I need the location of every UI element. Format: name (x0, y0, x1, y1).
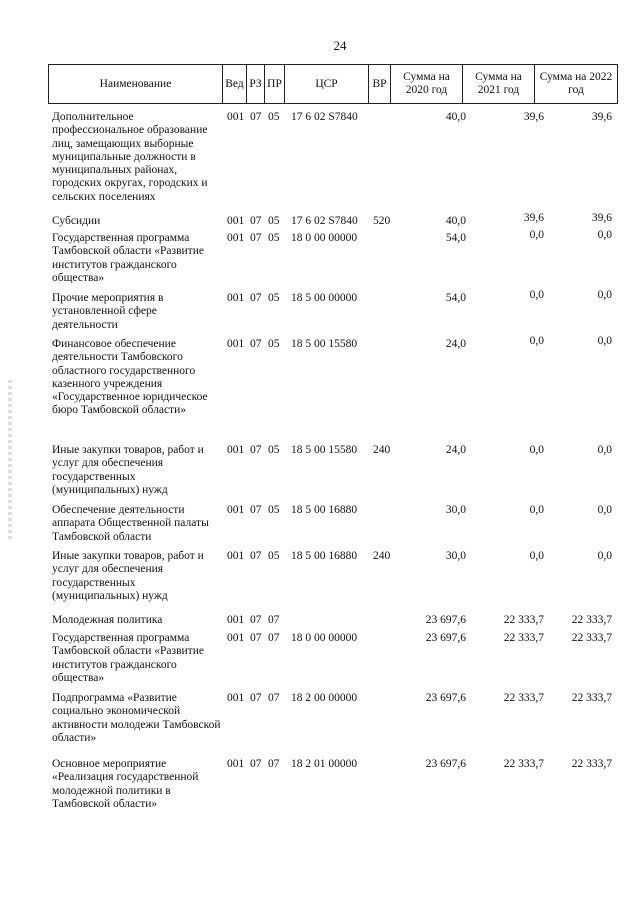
row-name: Государственная программа Тамбовской области «Развитие институтов гражданского общества» (52, 232, 204, 284)
row-sum-2021: 0,0 (529, 444, 544, 456)
row-pr: 05 (268, 215, 280, 227)
row-sum-2020: 23 697,6 (425, 614, 466, 626)
row-name: Подпрограмма «Развитие социально экономической активности молодежи Тамбовской области» (52, 692, 221, 744)
row-sum-2020: 23 697,6 (425, 632, 466, 644)
row-name: Субсидии (52, 215, 101, 227)
row-pr: 07 (268, 758, 280, 770)
header-pr: ПР (265, 65, 285, 103)
row-ved: 001 (227, 550, 245, 562)
row-sum-2020: 24,0 (445, 338, 466, 350)
row-sum-2022: 22 333,7 (571, 632, 612, 644)
row-ved: 001 (227, 692, 245, 704)
row-csr: 17 6 02 S7840 (291, 215, 358, 227)
row-ved: 001 (227, 111, 245, 123)
row-rz: 07 (250, 215, 262, 227)
row-sum-2021: 22 333,7 (503, 614, 544, 626)
row-sum-2021: 39,6 (523, 212, 544, 224)
row-name: Иные закупки товаров, работ и услуг для обеспечения государственных (муниципальных) нужд (52, 550, 204, 602)
row-pr: 07 (268, 632, 280, 644)
row-sum-2021: 0,0 (529, 335, 544, 347)
row-name: Обеспечение деятельности аппарата Общественной палаты Тамбовской области (52, 504, 209, 543)
row-csr: 18 5 00 15580 (291, 444, 358, 456)
row-sum-2021: 0,0 (529, 550, 544, 562)
row-rz: 07 (250, 614, 262, 626)
row-pr: 05 (268, 444, 280, 456)
row-sum-2020: 54,0 (445, 292, 466, 304)
row-sum-2022: 22 333,7 (571, 758, 612, 770)
row-ved: 001 (227, 338, 245, 350)
row-rz: 07 (250, 444, 262, 456)
row-sum-2020: 40,0 (445, 215, 466, 227)
header-rz: РЗ (247, 65, 265, 103)
row-name: Государственная программа Тамбовской области «Развитие институтов гражданского общества» (52, 632, 204, 684)
row-ved: 001 (227, 504, 245, 516)
row-sum-2020: 30,0 (445, 504, 466, 516)
row-sum-2022: 0,0 (597, 289, 612, 301)
row-vr: 520 (373, 215, 391, 227)
row-rz: 07 (250, 692, 262, 704)
row-sum-2022: 39,6 (591, 111, 612, 123)
row-sum-2020: 23 697,6 (425, 692, 466, 704)
row-sum-2021: 22 333,7 (503, 758, 544, 770)
header-csr: ЦСР (285, 65, 369, 103)
row-sum-2020: 30,0 (445, 550, 466, 562)
row-vr: 240 (373, 444, 391, 456)
row-pr: 05 (268, 292, 280, 304)
row-sum-2020: 23 697,6 (425, 758, 466, 770)
header-ved: Вед (223, 65, 247, 103)
row-name: Прочие мероприятия в установленной сфере деятельности (52, 292, 164, 331)
row-rz: 07 (250, 338, 262, 350)
row-ved: 001 (227, 758, 245, 770)
row-csr: 18 5 00 15580 (291, 338, 358, 350)
row-name: Основное мероприятие «Реализация государственной молодежной политики в Тамбовской области» (52, 758, 199, 810)
row-sum-2022: 0,0 (597, 550, 612, 562)
row-name: Дополнительное профессиональное образование лиц, замещающих выборные муниципальные должности в муниципальных районах, городских округах, городских и сельских поселениях (52, 111, 208, 203)
row-pr: 07 (268, 614, 280, 626)
row-name: Молодежная политика (52, 614, 163, 626)
row-csr: 18 0 00 00000 (291, 232, 358, 244)
row-sum-2022: 0,0 (597, 335, 612, 347)
row-ved: 001 (227, 614, 245, 626)
row-rz: 07 (250, 632, 262, 644)
row-ved: 001 (227, 444, 245, 456)
row-sum-2021: 22 333,7 (503, 632, 544, 644)
row-sum-2022: 0,0 (597, 229, 612, 241)
row-sum-2020: 24,0 (445, 444, 466, 456)
row-ved: 001 (227, 632, 245, 644)
row-rz: 07 (250, 111, 262, 123)
row-ved: 001 (227, 232, 245, 244)
row-name: Иные закупки товаров, работ и услуг для обеспечения государственных (муниципальных) нужд (52, 444, 204, 496)
row-sum-2022: 0,0 (597, 444, 612, 456)
row-name: Финансовое обеспечение деятельности Тамбовского областного государственного казенного учреждения «Государственное юридическое бюро Тамбовской области» (52, 338, 208, 417)
row-pr: 05 (268, 111, 280, 123)
row-sum-2022: 22 333,7 (571, 692, 612, 704)
header-vr: ВР (369, 65, 391, 103)
row-ved: 001 (227, 215, 245, 227)
row-pr: 05 (268, 232, 280, 244)
row-pr: 07 (268, 692, 280, 704)
row-sum-2022: 22 333,7 (571, 614, 612, 626)
row-rz: 07 (250, 504, 262, 516)
header-sum-2021: Сумма на 2021 год (463, 65, 535, 103)
row-pr: 05 (268, 338, 280, 350)
row-sum-2022: 0,0 (597, 504, 612, 516)
row-sum-2021: 22 333,7 (503, 692, 544, 704)
row-csr: 18 5 00 16880 (291, 550, 358, 562)
row-rz: 07 (250, 292, 262, 304)
row-sum-2021: 0,0 (529, 289, 544, 301)
row-csr: 18 5 00 00000 (291, 292, 358, 304)
row-csr: 18 5 00 16880 (291, 504, 358, 516)
row-csr: 18 2 00 00000 (291, 692, 358, 704)
row-sum-2021: 0,0 (529, 229, 544, 241)
row-sum-2020: 40,0 (445, 111, 466, 123)
table-header (48, 64, 618, 104)
row-ved: 001 (227, 292, 245, 304)
side-scan-mark (8, 380, 12, 540)
row-rz: 07 (250, 758, 262, 770)
row-pr: 05 (268, 504, 280, 516)
row-csr: 18 2 01 00000 (291, 758, 358, 770)
row-csr: 18 0 00 00000 (291, 632, 358, 644)
row-sum-2021: 39,6 (523, 111, 544, 123)
header-sum-2020: Сумма на 2020 год (391, 65, 463, 103)
row-csr: 17 6 02 S7840 (291, 111, 358, 123)
row-pr: 05 (268, 550, 280, 562)
page-number: 24 (333, 38, 347, 53)
header-name: Наименование (49, 65, 223, 103)
row-sum-2022: 39,6 (591, 212, 612, 224)
header-sum-2022: Сумма на 2022 год (539, 71, 613, 96)
row-sum-2020: 54,0 (445, 232, 466, 244)
row-rz: 07 (250, 550, 262, 562)
row-rz: 07 (250, 232, 262, 244)
row-sum-2021: 0,0 (529, 504, 544, 516)
row-vr: 240 (373, 550, 391, 562)
